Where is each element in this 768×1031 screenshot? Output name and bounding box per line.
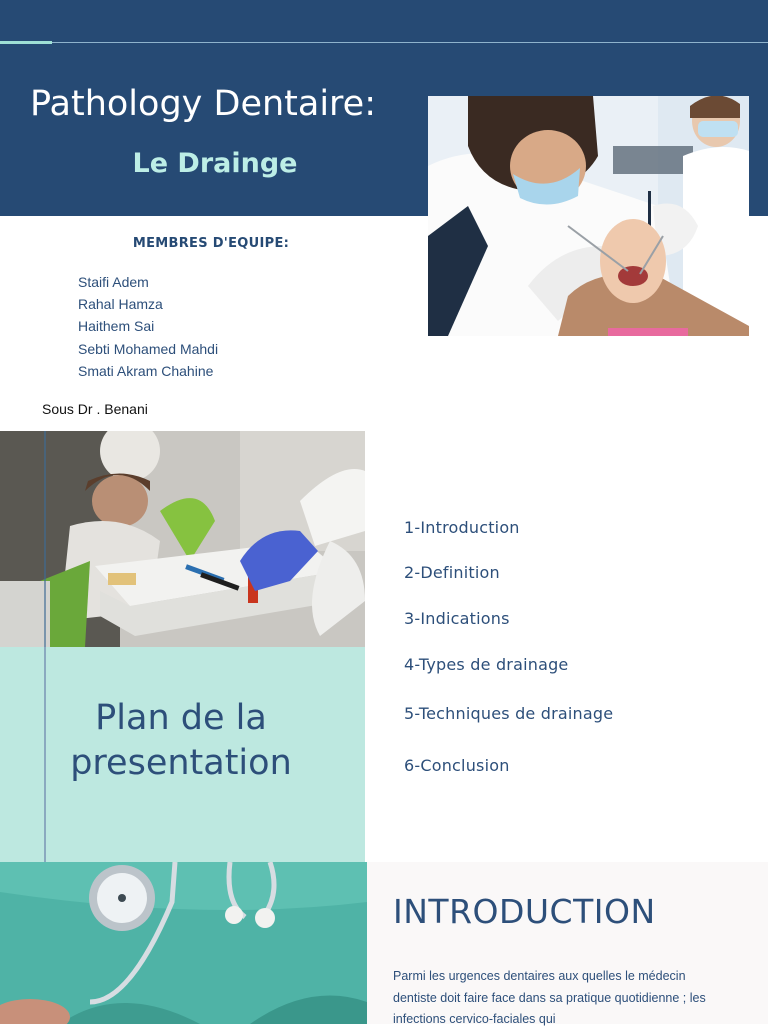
- toc-item: 4-Types de drainage: [404, 655, 569, 674]
- team-member: Sebti Mohamed Mahdi: [78, 340, 219, 357]
- introduction-heading: INTRODUCTION: [393, 892, 656, 931]
- team-member: Haithem Sai: [78, 318, 155, 335]
- team-heading: MEMBRES D'EQUIPE:: [132, 236, 290, 251]
- team-member: Smati Akram Chahine: [78, 362, 214, 379]
- plan-vertical-rule: [44, 431, 46, 647]
- toc-item: 2-Definition: [404, 563, 500, 582]
- header-divider: [0, 42, 768, 43]
- stethoscope-scrubs-photo: [0, 862, 367, 1024]
- team-member: Staifi Adem: [78, 274, 149, 290]
- header-divider-accent: [0, 41, 52, 44]
- plan-title-line: presentation: [70, 743, 292, 783]
- dental-clinic-photo: [0, 431, 365, 647]
- supervisor-line: Sous Dr . Benani: [42, 401, 148, 417]
- introduction-text: Parmi les urgences dentaires aux quelles le médecin dentiste doit faire face dans sa pratique quotidienne ; les infections cervico-faciales qui: [393, 969, 706, 1026]
- toc-item: 5-Techniques de drainage: [404, 704, 614, 723]
- toc-item: 1-Introduction: [404, 518, 520, 537]
- dentist-treating-child-photo: [428, 96, 749, 336]
- plan-title-line: Plan de la: [95, 698, 267, 738]
- page-subtitle: Le Drainge: [132, 148, 298, 179]
- team-member-list: [78, 271, 218, 382]
- toc-item: 3-Indications: [404, 609, 510, 628]
- page-title: Pathology Dentaire:: [30, 84, 377, 124]
- team-member: Rahal Hamza: [78, 296, 163, 313]
- toc-item: 6-Conclusion: [404, 756, 510, 775]
- plan-title: [30, 696, 332, 786]
